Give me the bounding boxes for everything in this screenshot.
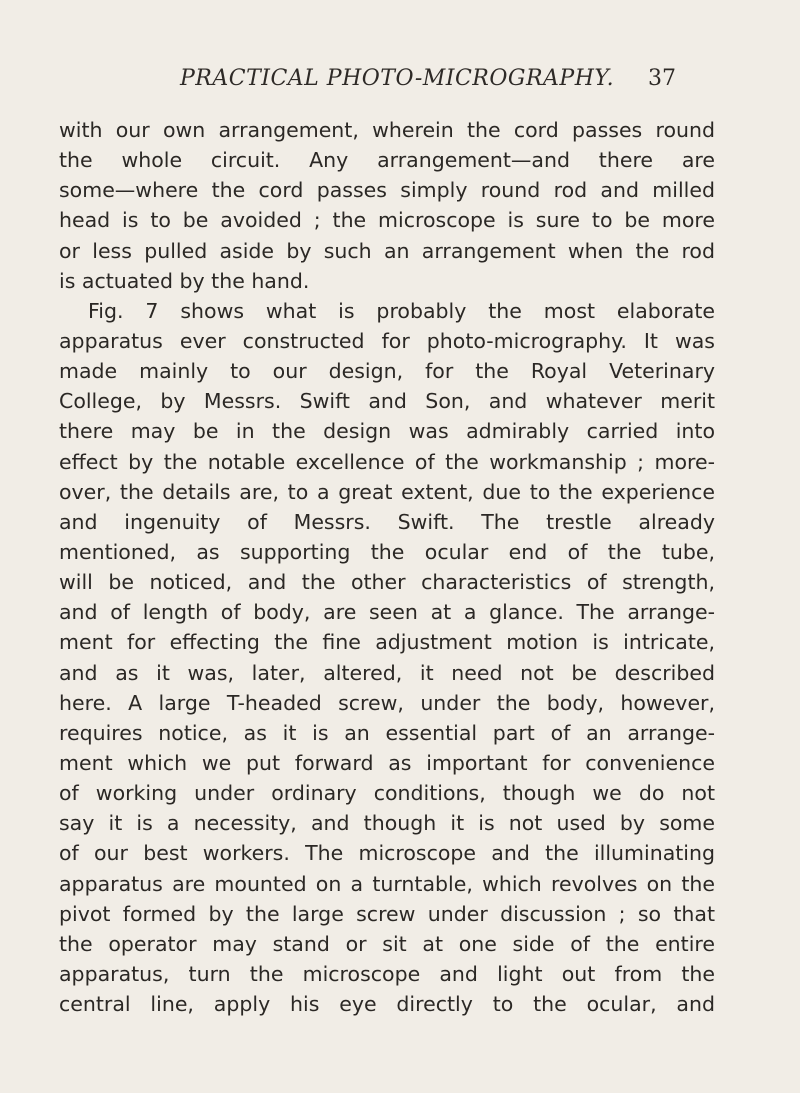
text-line: or less pulled aside by such an arrangement when the rod <box>59 238 715 263</box>
text-line: say it is a necessity, and though it is not used by some <box>59 811 715 836</box>
text-line: apparatus are mounted on a turntable, which revolves on the <box>59 871 715 896</box>
text-line: College, by Messrs. Swift and Son, and whatever merit <box>59 389 715 414</box>
running-head-title: PRACTICAL PHOTO-MICROGRAPHY. <box>180 66 615 91</box>
text-line: Fig. 7 shows what is probably the most elaborate <box>88 298 715 323</box>
text-line: of our best workers. The microscope and the illuminating <box>59 841 715 866</box>
text-line: pivot formed by the large screw under discussion ; so that <box>59 901 715 926</box>
text-line: will be noticed, and the other characteristics of strength, <box>59 570 715 595</box>
text-line: here. A large T-headed screw, under the body, however, <box>59 690 715 715</box>
body-text <box>59 115 715 1019</box>
text-line: and of length of body, are seen at a glance. The arrange- <box>59 600 715 625</box>
text-line: the operator may stand or sit at one side of the entire <box>59 931 715 956</box>
text-line: of working under ordinary conditions, though we do not <box>59 781 715 806</box>
text-line: central line, apply his eye directly to the ocular, and <box>59 992 715 1017</box>
text-line: apparatus, turn the microscope and light out from the <box>59 961 715 986</box>
text-line: and as it was, later, altered, it need not be described <box>59 660 715 685</box>
running-head <box>0 66 800 100</box>
text-line: effect by the notable excellence of the workmanship ; more- <box>59 449 715 474</box>
text-line: ment which we put forward as important for convenience <box>59 750 715 775</box>
page-number: 37 <box>648 66 676 91</box>
text-line: some—where the cord passes simply round rod and milled <box>59 178 715 203</box>
text-line: ment for effecting the fine adjustment motion is intricate, <box>59 630 715 655</box>
text-line: with our own arrangement, wherein the cord passes round <box>59 118 715 142</box>
text-line: over, the details are, to a great extent, due to the experience <box>59 479 715 504</box>
text-line: head is to be avoided ; the microscope is sure to be more <box>59 208 715 233</box>
text-line: apparatus ever constructed for photo-micrography. It was <box>59 328 715 353</box>
text-line: made mainly to our design, for the Royal Veterinary <box>59 359 715 384</box>
text-line: requires notice, as it is an essential part of an arrange- <box>59 720 715 745</box>
text-line: and ingenuity of Messrs. Swift. The trestle already <box>59 509 715 534</box>
text-line: is actuated by the hand. <box>59 268 310 293</box>
text-line: there may be in the design was admirably carried into <box>59 419 715 444</box>
text-line: the whole circuit. Any arrangement—and there are <box>59 148 715 173</box>
text-line: mentioned, as supporting the ocular end of the tube, <box>59 539 715 564</box>
